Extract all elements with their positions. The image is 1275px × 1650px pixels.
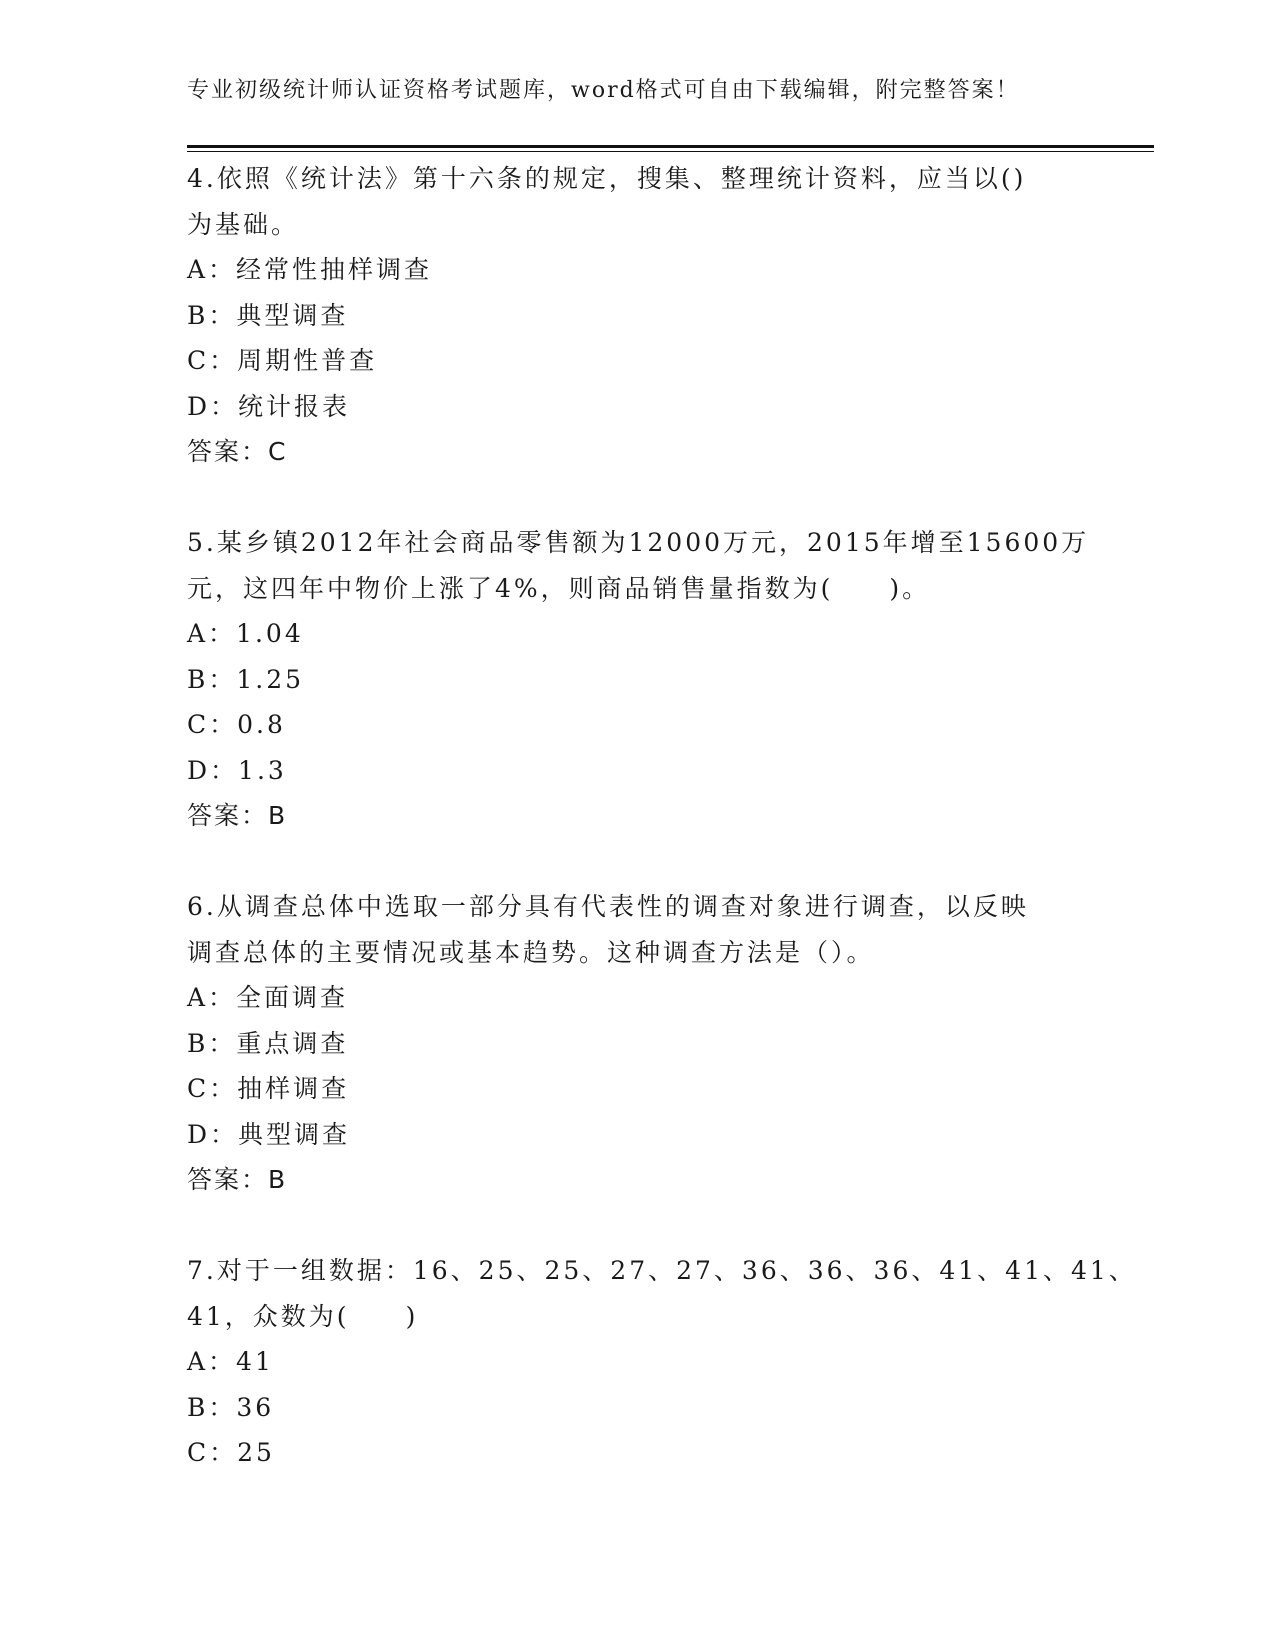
- option-b: B：36: [187, 1392, 275, 1422]
- question-stem-line: 5.某乡镇2012年社会商品零售额为12000万元，2015年增至15600万: [187, 528, 1090, 557]
- answer-line: 答案：C: [187, 437, 288, 466]
- option-d: D：1.3: [187, 755, 287, 785]
- option-c: C：周期性普查: [187, 346, 378, 375]
- option-d: D：典型调查: [187, 1119, 351, 1149]
- option-a: A：41: [187, 1347, 274, 1376]
- question-5: [187, 520, 1090, 839]
- option-d: D：统计报表: [187, 391, 351, 421]
- option-c: C：25: [187, 1438, 275, 1467]
- header-rule-thin: [187, 151, 1154, 152]
- answer-line: 答案：B: [187, 801, 288, 830]
- option-c: C：抽样调查: [187, 1074, 350, 1103]
- question-stem-line: 6.从调查总体中选取一部分具有代表性的调查对象进行调查，以反映: [187, 892, 1029, 921]
- question-4: [187, 156, 1077, 475]
- option-b: B：1.25: [187, 664, 305, 694]
- header-rule-thick: [187, 145, 1154, 148]
- question-stem-line: 调查总体的主要情况或基本趋势。这种调查方法是（）。: [187, 937, 875, 967]
- question-gap: [187, 1203, 1077, 1249]
- question-stem-line: 41，众数为( ): [187, 1301, 419, 1331]
- page-header: 专业初级统计师认证资格考试题库，word格式可自由下载编辑，附完整答案！: [187, 78, 1020, 103]
- option-a: A：1.04: [187, 619, 304, 648]
- question-stem-line: 7.对于一组数据：16、25、25、27、27、36、36、36、41、41、41、: [187, 1256, 1137, 1285]
- option-a: A：全面调查: [187, 983, 349, 1012]
- question-gap: [187, 475, 1077, 521]
- option-b: B：重点调查: [187, 1028, 349, 1058]
- question-stem-line: 元，这四年中物价上涨了4%，则商品销售量指数为( )。: [187, 573, 931, 603]
- option-b: B：典型调查: [187, 300, 349, 330]
- question-list: [187, 156, 1137, 1476]
- answer-line: 答案：B: [187, 1165, 288, 1194]
- question-stem-line: 为基础。: [187, 209, 300, 239]
- question-stem-line: 4.依照《统计法》第十六条的规定，搜集、整理统计资料，应当以(): [187, 164, 1027, 193]
- question-6: [187, 884, 1077, 1203]
- question-7: [187, 1248, 1137, 1476]
- option-a: A：经常性抽样调查: [187, 255, 433, 284]
- option-c: C：0.8: [187, 710, 286, 739]
- question-gap: [187, 839, 1077, 885]
